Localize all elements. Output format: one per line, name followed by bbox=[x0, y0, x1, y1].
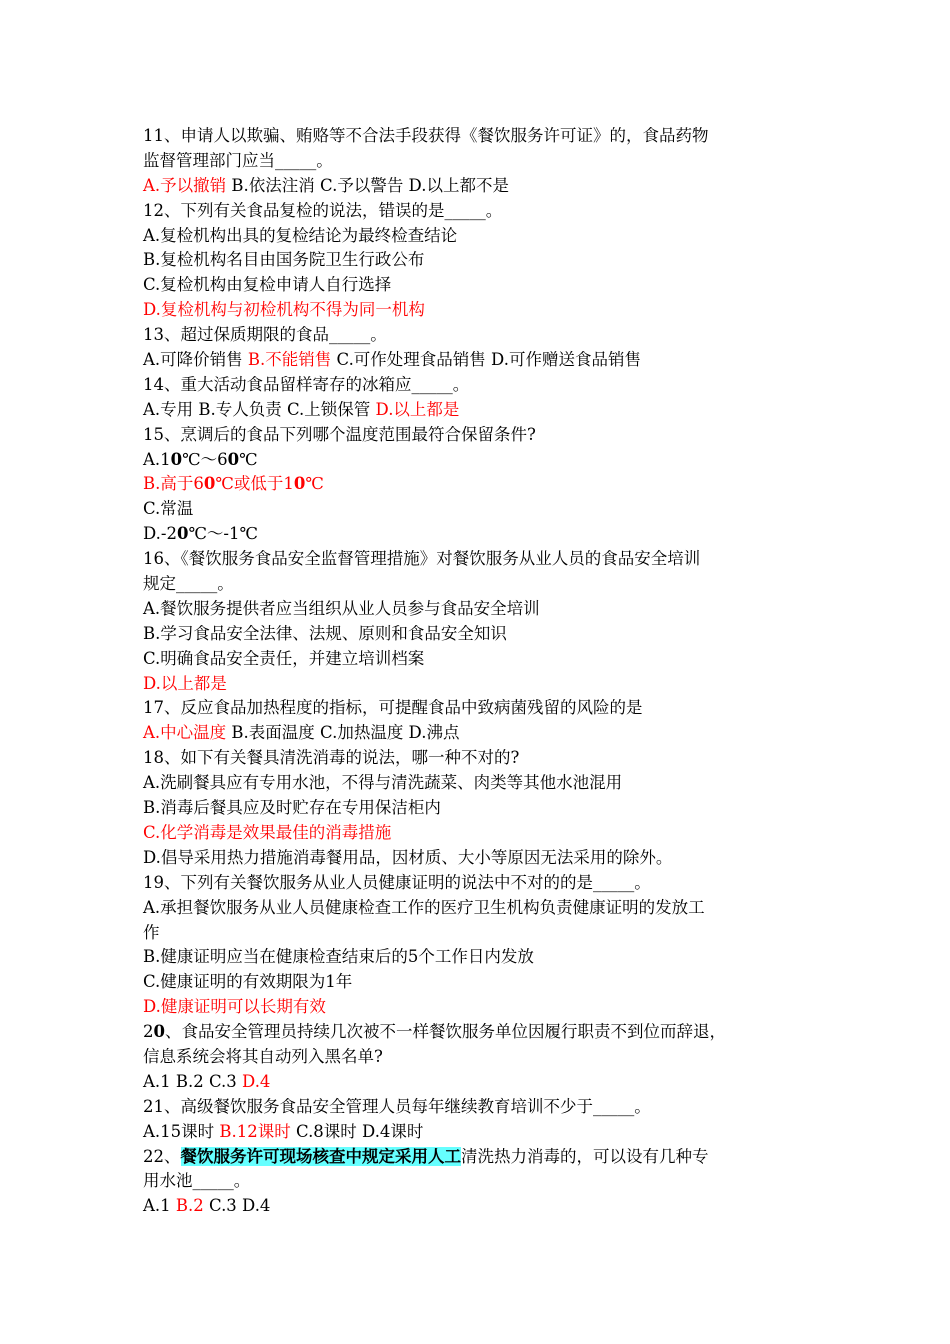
option-text: D.-2 bbox=[143, 524, 177, 544]
bold-digit: 0 bbox=[153, 1022, 165, 1042]
correct-answer: A.中心温度 bbox=[143, 723, 227, 743]
bold-digit: 0 bbox=[293, 474, 306, 494]
question-15: 15、烹调后的食品下列哪个温度范围最符合保留条件? bbox=[143, 424, 536, 444]
question-number: 2 bbox=[143, 1022, 154, 1042]
option-a: A.洗刷餐具应有专用水池，不得与清洗蔬菜、肉类等其他水池混用 bbox=[143, 773, 623, 793]
other-options: C.8课时 D.4课时 bbox=[290, 1121, 424, 1141]
question-14: 14、重大活动食品留样寄存的冰箱应_____。 bbox=[143, 374, 470, 394]
option-text: ℃或低于1 bbox=[215, 474, 294, 494]
option-text: ℃ bbox=[305, 474, 324, 494]
correct-answer: B.12课时 bbox=[219, 1121, 291, 1141]
option-d-correct: D.复检机构与初检机构不得为同一机构 bbox=[143, 300, 425, 320]
question-13-options bbox=[143, 348, 813, 373]
option-c: C.常温 bbox=[143, 499, 194, 519]
option-d-correct: D.以上都是 bbox=[143, 673, 227, 693]
question-20-line-1 bbox=[143, 1020, 813, 1045]
correct-answer: D.4 bbox=[242, 1071, 271, 1091]
question-22-line-2: 用水池_____。 bbox=[143, 1171, 251, 1191]
question-13: 13、超过保质期限的食品_____。 bbox=[143, 325, 387, 345]
option-b: B.健康证明应当在健康检查结束后的5个工作日内发放 bbox=[143, 947, 534, 967]
option-a-line-1: A.承担餐饮服务从业人员健康检查工作的医疗卫生机构负责健康证明的发放工 bbox=[143, 897, 705, 917]
option-c: C.健康证明的有效期限为1年 bbox=[143, 972, 353, 992]
other-options: B.依法注消 C.予以警告 D.以上都不是 bbox=[226, 175, 509, 195]
option-b: B.消毒后餐具应及时贮存在专用保洁柜内 bbox=[143, 798, 441, 818]
option-a: A.1 bbox=[143, 1196, 176, 1216]
option-c: C.明确食品安全责任，并建立培训档案 bbox=[143, 648, 425, 668]
question-text: 清洗热力消毒的，可以设有几种专 bbox=[461, 1146, 709, 1166]
option-d-correct: D.健康证明可以长期有效 bbox=[143, 997, 326, 1017]
option-b: B.复检机构名目由国务院卫生行政公布 bbox=[143, 250, 425, 270]
question-number: 22、 bbox=[143, 1146, 181, 1166]
bold-digit: 0 bbox=[170, 449, 183, 469]
question-12: 12、下列有关食品复检的说法，错误的是_____。 bbox=[143, 200, 503, 220]
question-11-line-2: 监督管理部门应当_____。 bbox=[143, 150, 333, 170]
correct-answer: B.不能销售 bbox=[247, 350, 332, 370]
option-b-correct bbox=[143, 472, 813, 497]
question-20-options bbox=[143, 1070, 813, 1095]
question-17-options bbox=[143, 721, 813, 746]
other-options: C.可作处理食品销售 D.可作赠送食品销售 bbox=[331, 350, 641, 370]
question-11-options bbox=[143, 174, 813, 199]
quiz-page bbox=[143, 124, 813, 1219]
correct-answer: D.以上都是 bbox=[375, 399, 460, 419]
option-a: A.复检机构出具的复检结论为最终检查结论 bbox=[143, 225, 458, 245]
question-14-options bbox=[143, 398, 813, 423]
option-text: ℃～-1℃ bbox=[188, 524, 258, 544]
option-text: A.1 bbox=[143, 449, 171, 469]
question-17: 17、反应食品加热程度的指标，可提醒食品中致病菌残留的风险的是 bbox=[143, 698, 643, 718]
question-text: 、食品安全管理员持续几次被不一样餐饮服务单位因履行职责不到位而辞退， bbox=[164, 1022, 726, 1042]
option-text: B.高于6 bbox=[143, 474, 204, 494]
option-text: ℃ bbox=[239, 449, 258, 469]
correct-answer: B.2 bbox=[175, 1196, 204, 1216]
other-options: A.专用 B.专人负责 C.上锁保管 bbox=[143, 399, 376, 419]
option-c: C.复检机构由复检申请人自行选择 bbox=[143, 275, 392, 295]
option-d bbox=[143, 522, 813, 547]
other-options: B.表面温度 C.加热温度 D.沸点 bbox=[226, 723, 460, 743]
question-18: 18、如下有关餐具清洗消毒的说法，哪一种不对的? bbox=[143, 748, 520, 768]
correct-answer: A.予以撤销 bbox=[143, 175, 227, 195]
highlighted-text: 餐饮服务许可现场核查中规定采用人工 bbox=[180, 1146, 461, 1166]
option-d: D.倡导采用热力措施消毒餐用品，因材质、大小等原因无法采用的除外。 bbox=[143, 847, 673, 867]
option-a bbox=[143, 448, 813, 473]
other-options: A.1 B.2 C.3 bbox=[143, 1071, 243, 1091]
question-20-line-2: 信息系统会将其自动列入黑名单? bbox=[143, 1046, 383, 1066]
question-21: 21、高级餐饮服务食品安全管理人员每年继续教育培训不少于_____。 bbox=[143, 1096, 651, 1116]
question-11-line-1: 11、申请人以欺骗、贿赂等不合法手段获得《餐饮服务许可证》的，食品药物 bbox=[143, 126, 709, 145]
question-16-line-1: 16、《餐饮服务食品安全监督管理措施》对餐饮服务从业人员的食品安全培训 bbox=[143, 549, 701, 569]
option-a: A.15课时 bbox=[143, 1121, 220, 1141]
question-22-line-1 bbox=[143, 1145, 813, 1170]
question-16-line-2: 规定_____。 bbox=[143, 574, 234, 594]
bold-digit: 0 bbox=[203, 474, 216, 494]
option-a: A.餐饮服务提供者应当组织从业人员参与食品安全培训 bbox=[143, 598, 540, 618]
other-options: C.3 D.4 bbox=[203, 1196, 271, 1216]
question-22-options bbox=[143, 1194, 813, 1219]
question-19: 19、下列有关餐饮服务从业人员健康证明的说法中不对的的是_____。 bbox=[143, 872, 651, 892]
option-text: ℃～6 bbox=[182, 449, 228, 469]
option-c-correct: C.化学消毒是效果最佳的消毒措施 bbox=[143, 822, 392, 842]
option-b: B.学习食品安全法律、法规、原则和食品安全知识 bbox=[143, 623, 507, 643]
question-21-options bbox=[143, 1120, 813, 1145]
bold-digit: 0 bbox=[176, 524, 189, 544]
option-a: A.可降价销售 bbox=[143, 350, 248, 370]
bold-digit: 0 bbox=[227, 449, 240, 469]
option-a-line-2: 作 bbox=[143, 922, 160, 942]
